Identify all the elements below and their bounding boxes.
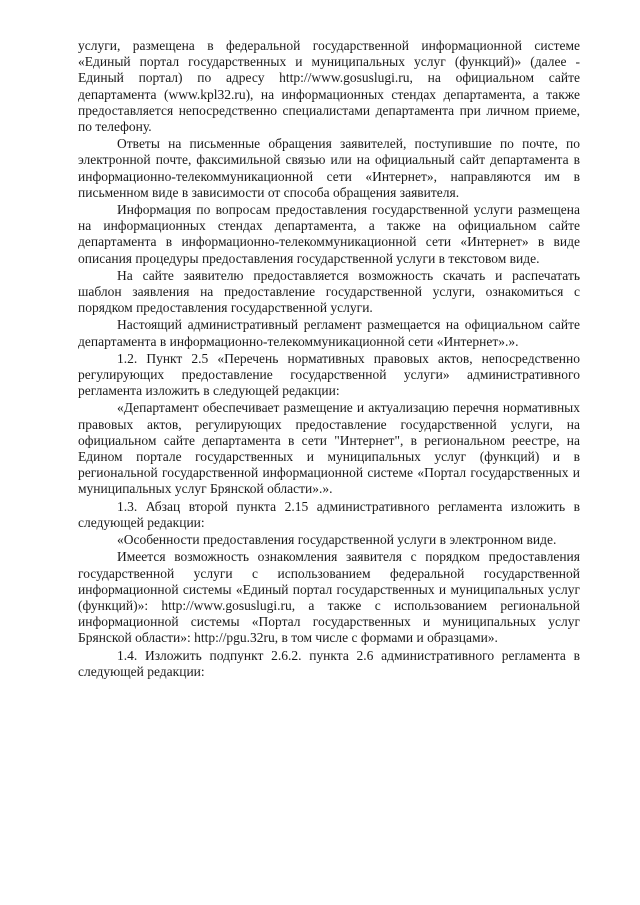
paragraph-regulation-posting: Настоящий административный регламент размещается на официальном сайте департамента в информационно-телекоммуникационной сети «Интернет».».	[78, 317, 580, 349]
paragraph-info-stands: Информация по вопросам предоставления государственной услуги размещена на информационных стендах департамента, а также на официальном сайте департамента в информационно-телекоммуникационной сети «Интернет» в виде описания процедуры предоставления государственной услуги в текстовом виде.	[78, 202, 580, 266]
paragraph-portal-access: Имеется возможность ознакомления заявителя с порядком предоставления государственной услуги с использованием федеральной государственной информационной системы «Единый портал государственных и муниципальных услуг (функций)»: http://www.gosuslugi.ru, а также с использованием региональной информационной системы «Портал государственных и муниципальных услуг Брянской области»: http://pgu.32ru, в том числе с формами и образцами».	[78, 549, 580, 646]
paragraph-section-1-2: 1.2. Пункт 2.5 «Перечень нормативных правовых актов, непосредственно регулирующих предоставление государственной услуги» административного регламента изложить в следующей редакции:	[78, 350, 580, 399]
paragraph-legal-acts-list: «Департамент обеспечивает размещение и актуализацию перечня нормативных правовых актов, регулирующих предоставление государственной услуги, на официальном сайте департамента в сети "Интернет", в региональном реестре, на Едином портале государственных и муниципальных услуг (функций) и в региональной государственной информационной системе «Портал государственных и муниципальных услуг Брянской области».».	[78, 400, 580, 497]
paragraph-electronic-features: «Особенности предоставления государственной услуги в электронном виде.	[117, 532, 557, 548]
paragraph-info-placement: услуги, размещена в федеральной государственной информационной системе «Единый портал государственных и муниципальных услуг (функций)» (далее - Единый портал) по адресу http://www.gosuslugi.ru, на официальном сайте департамента (www.kpl32.ru), на информационных стендах департамента, а также предоставляется непосредственно специалистами департамента при личном приеме, по телефону.	[78, 38, 580, 135]
paragraph-section-1-3: 1.3. Абзац второй пункта 2.15 административного регламента изложить в следующей редакции:	[78, 498, 580, 530]
paragraph-section-1-4: 1.4. Изложить подпункт 2.6.2. пункта 2.6 административного регламента в следующей редакции:	[78, 647, 580, 679]
paragraph-written-responses: Ответы на письменные обращения заявителей, поступившие по почте, по электронной почте, факсимильной связью или на официальный сайт департамента в информационно-телекоммуникационной сети «Интернет», направляются им в письменном виде в зависимости от способа обращения заявителя.	[78, 136, 580, 200]
paragraph-template-download: На сайте заявителю предоставляется возможность скачать и распечатать шаблон заявления на предоставление государственной услуги, ознакомиться с порядком предоставления государственной услуги.	[78, 267, 580, 316]
